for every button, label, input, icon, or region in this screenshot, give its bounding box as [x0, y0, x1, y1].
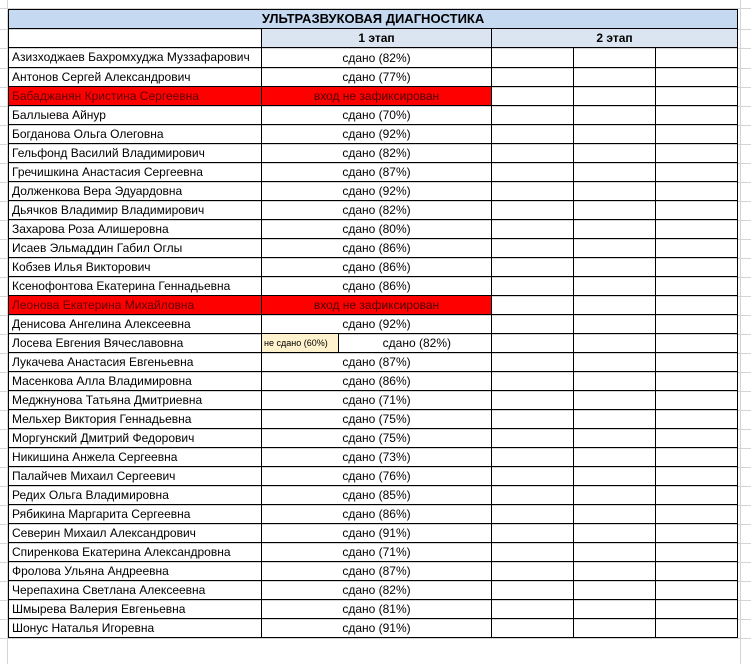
- stage2-empty-cell[interactable]: [492, 505, 574, 524]
- stage2-empty-cell[interactable]: [656, 372, 738, 391]
- header-blank-cell[interactable]: [9, 29, 262, 48]
- stage2-empty-cell[interactable]: [656, 220, 738, 239]
- student-name-cell[interactable]: Лукачева Анастасия Евгеньевна: [9, 353, 262, 372]
- stage1-result-cell[interactable]: сдано (91%): [262, 619, 492, 638]
- stage2-empty-cell[interactable]: [574, 562, 656, 581]
- stage2-empty-cell[interactable]: [574, 429, 656, 448]
- stage2-empty-cell[interactable]: [492, 334, 574, 353]
- table-row: [9, 68, 738, 87]
- student-name-cell[interactable]: Баллыева Айнур: [9, 106, 262, 125]
- stage2-empty-cell[interactable]: [574, 505, 656, 524]
- stage2-empty-cell[interactable]: [574, 48, 656, 68]
- stage2-empty-cell[interactable]: [492, 182, 574, 201]
- table-row: [9, 486, 738, 505]
- stage1-result-cell[interactable]: сдано (86%): [262, 505, 492, 524]
- stage1-result-cell[interactable]: сдано (86%): [262, 372, 492, 391]
- table-row: [9, 600, 738, 619]
- stage2-empty-cell[interactable]: [574, 410, 656, 429]
- table-row: [9, 334, 738, 353]
- stage2-empty-cell[interactable]: [656, 106, 738, 125]
- stage2-empty-cell[interactable]: [574, 144, 656, 163]
- table-row: [9, 391, 738, 410]
- table-row: [9, 258, 738, 277]
- stage1-result-cell[interactable]: сдано (70%): [262, 106, 492, 125]
- gridline: [740, 0, 741, 664]
- table-row: [9, 296, 738, 315]
- student-name-cell[interactable]: Шонус Наталья Игоревна: [9, 619, 262, 638]
- table-row: [9, 315, 738, 334]
- stage2-empty-cell[interactable]: [574, 334, 656, 353]
- stage1-result-cell[interactable]: сдано (71%): [262, 543, 492, 562]
- student-name-cell[interactable]: Масенкова Алла Владимировна: [9, 372, 262, 391]
- stage2-empty-cell[interactable]: [656, 619, 738, 638]
- stage2-empty-cell[interactable]: [574, 448, 656, 467]
- table-row: [9, 125, 738, 144]
- stage2-empty-cell[interactable]: [574, 467, 656, 486]
- stage2-empty-cell[interactable]: [656, 334, 738, 353]
- student-name-cell[interactable]: Бабаджанян Кристина Сергеевна: [9, 87, 262, 106]
- stage2-empty-cell[interactable]: [656, 543, 738, 562]
- title-row: [9, 10, 738, 29]
- stage1-result-cell[interactable]: сдано (87%): [262, 353, 492, 372]
- gridline: [0, 638, 751, 639]
- student-name-cell[interactable]: Исаев Эльмаддин Габил Оглы: [9, 239, 262, 258]
- stage2-empty-cell[interactable]: [656, 353, 738, 372]
- stage2-empty-cell[interactable]: [492, 391, 574, 410]
- stage2-empty-cell[interactable]: [656, 429, 738, 448]
- table-row: [9, 581, 738, 600]
- stage2-empty-cell[interactable]: [492, 144, 574, 163]
- stage2-empty-cell[interactable]: [656, 125, 738, 144]
- student-name-cell[interactable]: Гельфонд Василий Владимирович: [9, 144, 262, 163]
- stage1-result-cell[interactable]: вход не зафиксирован: [262, 87, 492, 106]
- stage2-empty-cell[interactable]: [492, 239, 574, 258]
- stage2-empty-cell[interactable]: [656, 144, 738, 163]
- stage2-empty-cell[interactable]: [656, 239, 738, 258]
- stage1-result-cell[interactable]: сдано (86%): [262, 258, 492, 277]
- stage1-result-cell[interactable]: сдано (73%): [262, 448, 492, 467]
- stage2-empty-cell[interactable]: [574, 581, 656, 600]
- stage2-empty-cell[interactable]: [656, 524, 738, 543]
- stage2-empty-cell[interactable]: [574, 201, 656, 220]
- stage2-empty-cell[interactable]: [656, 277, 738, 296]
- stage1-result-cell[interactable]: вход не зафиксирован: [262, 296, 492, 315]
- stage2-empty-cell[interactable]: [492, 486, 574, 505]
- table-row: [9, 144, 738, 163]
- stage2-empty-cell[interactable]: [492, 353, 574, 372]
- stage2-empty-cell[interactable]: [492, 429, 574, 448]
- stage2-empty-cell[interactable]: [574, 239, 656, 258]
- stage1-result-cell[interactable]: сдано (92%): [262, 315, 492, 334]
- stage2-empty-cell[interactable]: [656, 163, 738, 182]
- stage2-empty-cell[interactable]: [656, 467, 738, 486]
- stage2-empty-cell[interactable]: [574, 163, 656, 182]
- stage2-empty-cell[interactable]: [492, 125, 574, 144]
- table-row: [9, 239, 738, 258]
- stage2-empty-cell[interactable]: [574, 524, 656, 543]
- stage2-empty-cell[interactable]: [492, 448, 574, 467]
- stage1-result-cell[interactable]: сдано (75%): [262, 429, 492, 448]
- stage2-empty-cell[interactable]: [574, 125, 656, 144]
- table-row: [9, 372, 738, 391]
- stage1-result-cell[interactable]: сдано (82%): [262, 48, 492, 68]
- stage2-empty-cell[interactable]: [656, 505, 738, 524]
- stage2-empty-cell[interactable]: [574, 220, 656, 239]
- stage1-result-cell[interactable]: сдано (75%): [262, 410, 492, 429]
- table-row: [9, 429, 738, 448]
- table-title[interactable]: УЛЬТРАЗВУКОВАЯ ДИАГНОСТИКА: [9, 10, 738, 29]
- stage1-result-cell[interactable]: сдано (71%): [262, 391, 492, 410]
- results-table: [8, 9, 738, 638]
- student-name-cell[interactable]: Меджнунова Татьяна Дмитриевна: [9, 391, 262, 410]
- stage2-empty-cell[interactable]: [656, 87, 738, 106]
- stage2-empty-cell[interactable]: [492, 581, 574, 600]
- stage2-empty-cell[interactable]: [574, 106, 656, 125]
- stage2-empty-cell[interactable]: [574, 87, 656, 106]
- student-name-cell[interactable]: Мельхер Виктория Геннадьевна: [9, 410, 262, 429]
- stage1-result-cell[interactable]: сдано (86%): [262, 239, 492, 258]
- stage2-empty-cell[interactable]: [574, 68, 656, 87]
- header-stage1[interactable]: 1 этап: [262, 29, 492, 48]
- stage2-empty-cell[interactable]: [492, 619, 574, 638]
- student-name-cell[interactable]: Богданова Ольга Олеговна: [9, 125, 262, 144]
- table-row: [9, 619, 738, 638]
- table-row: [9, 524, 738, 543]
- stage2-empty-cell[interactable]: [492, 467, 574, 486]
- student-name-cell[interactable]: Никишина Анжела Сергеевна: [9, 448, 262, 467]
- stage2-empty-cell[interactable]: [492, 48, 574, 68]
- stage2-empty-cell[interactable]: [656, 486, 738, 505]
- student-name-cell[interactable]: Шмырева Валерия Евгеньевна: [9, 600, 262, 619]
- stage1-result-cell[interactable]: сдано (87%): [262, 163, 492, 182]
- stage1-result-cell[interactable]: сдано (87%): [262, 562, 492, 581]
- header-row: [9, 29, 738, 48]
- stage2-empty-cell[interactable]: [656, 600, 738, 619]
- student-name-cell[interactable]: Денисова Ангелина Алексеевна: [9, 315, 262, 334]
- stage1-result-cell[interactable]: сдано (76%): [262, 467, 492, 486]
- table-row: [9, 543, 738, 562]
- table-row: [9, 106, 738, 125]
- stage2-empty-cell[interactable]: [492, 372, 574, 391]
- stage1-result-cell[interactable]: сдано (91%): [262, 524, 492, 543]
- stage2-empty-cell[interactable]: [574, 182, 656, 201]
- stage1-result-cell[interactable]: сдано (85%): [262, 486, 492, 505]
- stage2-empty-cell[interactable]: [574, 543, 656, 562]
- stage1-result-cell[interactable]: сдано (82%): [339, 334, 492, 353]
- student-name-cell[interactable]: Северин Михаил Александрович: [9, 524, 262, 543]
- table-row: [9, 201, 738, 220]
- student-name-cell[interactable]: Ксенофонтова Екатерина Геннадьевна: [9, 277, 262, 296]
- stage2-empty-cell[interactable]: [656, 258, 738, 277]
- table-row: [9, 182, 738, 201]
- table-row: [9, 410, 738, 429]
- student-name-cell[interactable]: Рябикина Маргарита Сергеевна: [9, 505, 262, 524]
- table-row: [9, 353, 738, 372]
- stage1-result-cell[interactable]: сдано (82%): [262, 581, 492, 600]
- stage2-empty-cell[interactable]: [656, 391, 738, 410]
- table-row: [9, 87, 738, 106]
- stage2-empty-cell[interactable]: [574, 372, 656, 391]
- stage2-empty-cell[interactable]: [492, 562, 574, 581]
- student-name-cell[interactable]: Кобзев Илья Викторович: [9, 258, 262, 277]
- stage2-empty-cell[interactable]: [492, 201, 574, 220]
- stage2-empty-cell[interactable]: [574, 315, 656, 334]
- table-row: [9, 448, 738, 467]
- student-name-cell[interactable]: Лосева Евгения Вячеславовна: [9, 334, 262, 353]
- stage1-result-cell[interactable]: сдано (81%): [262, 600, 492, 619]
- stage2-empty-cell[interactable]: [492, 220, 574, 239]
- stage2-empty-cell[interactable]: [656, 581, 738, 600]
- student-name-cell[interactable]: Захарова Роза Алишеровна: [9, 220, 262, 239]
- student-name-cell[interactable]: Гречишкина Анастасия Сергеевна: [9, 163, 262, 182]
- stage2-empty-cell[interactable]: [656, 48, 738, 68]
- stage2-empty-cell[interactable]: [492, 543, 574, 562]
- stage1-result-cell[interactable]: сдано (82%): [262, 144, 492, 163]
- stage1-result-cell[interactable]: сдано (77%): [262, 68, 492, 87]
- student-name-cell[interactable]: Леонова Екатерина Михайловна: [9, 296, 262, 315]
- stage2-empty-cell[interactable]: [574, 486, 656, 505]
- stage2-empty-cell[interactable]: [492, 87, 574, 106]
- stage2-empty-cell[interactable]: [574, 258, 656, 277]
- stage2-empty-cell[interactable]: [492, 600, 574, 619]
- stage2-empty-cell[interactable]: [574, 619, 656, 638]
- stage2-empty-cell[interactable]: [492, 296, 574, 315]
- student-name-cell[interactable]: Моргунский Дмитрий Федорович: [9, 429, 262, 448]
- stage1-result-cell[interactable]: сдано (92%): [262, 182, 492, 201]
- table-row: [9, 562, 738, 581]
- stage2-empty-cell[interactable]: [492, 524, 574, 543]
- stage2-empty-cell[interactable]: [492, 68, 574, 87]
- student-name-cell[interactable]: Дьячков Владимир Владимирович: [9, 201, 262, 220]
- stage2-empty-cell[interactable]: [574, 296, 656, 315]
- student-name-cell[interactable]: Азизходжаев Бахромхуджа Муззафарович: [9, 48, 262, 68]
- stage2-empty-cell[interactable]: [656, 410, 738, 429]
- stage1-result-cell[interactable]: сдано (82%): [262, 201, 492, 220]
- table-row: [9, 163, 738, 182]
- stage2-empty-cell[interactable]: [574, 391, 656, 410]
- table-row: [9, 48, 738, 68]
- stage1-fail-cell[interactable]: не сдано (60%): [262, 334, 339, 353]
- stage2-empty-cell[interactable]: [574, 353, 656, 372]
- stage2-empty-cell[interactable]: [492, 277, 574, 296]
- student-name-cell[interactable]: Фролова Ульяна Андреевна: [9, 562, 262, 581]
- stage2-empty-cell[interactable]: [656, 182, 738, 201]
- student-name-cell[interactable]: Палайчев Михаил Сергеевич: [9, 467, 262, 486]
- stage1-result-cell[interactable]: сдано (92%): [262, 125, 492, 144]
- stage2-empty-cell[interactable]: [492, 106, 574, 125]
- stage2-empty-cell[interactable]: [656, 296, 738, 315]
- table-row: [9, 467, 738, 486]
- stage2-empty-cell[interactable]: [574, 277, 656, 296]
- student-name-cell[interactable]: Редих Ольга Владимировна: [9, 486, 262, 505]
- header-stage2[interactable]: 2 этап: [492, 29, 738, 48]
- stage1-result-cell[interactable]: сдано (80%): [262, 220, 492, 239]
- student-name-cell[interactable]: Спиренкова Екатерина Александровна: [9, 543, 262, 562]
- stage1-result-cell[interactable]: сдано (86%): [262, 277, 492, 296]
- stage2-empty-cell[interactable]: [656, 315, 738, 334]
- student-name-cell[interactable]: Антонов Сергей Александрович: [9, 68, 262, 87]
- student-name-cell[interactable]: Черепахина Светлана Алексеевна: [9, 581, 262, 600]
- stage2-empty-cell[interactable]: [574, 600, 656, 619]
- stage2-empty-cell[interactable]: [656, 448, 738, 467]
- stage2-empty-cell[interactable]: [492, 163, 574, 182]
- stage2-empty-cell[interactable]: [492, 258, 574, 277]
- table-row: [9, 220, 738, 239]
- stage2-empty-cell[interactable]: [656, 201, 738, 220]
- stage2-empty-cell[interactable]: [656, 562, 738, 581]
- table-row: [9, 505, 738, 524]
- student-name-cell[interactable]: Долженкова Вера Эдуардовна: [9, 182, 262, 201]
- table-row: [9, 277, 738, 296]
- stage2-empty-cell[interactable]: [492, 315, 574, 334]
- stage2-empty-cell[interactable]: [656, 68, 738, 87]
- stage2-empty-cell[interactable]: [492, 410, 574, 429]
